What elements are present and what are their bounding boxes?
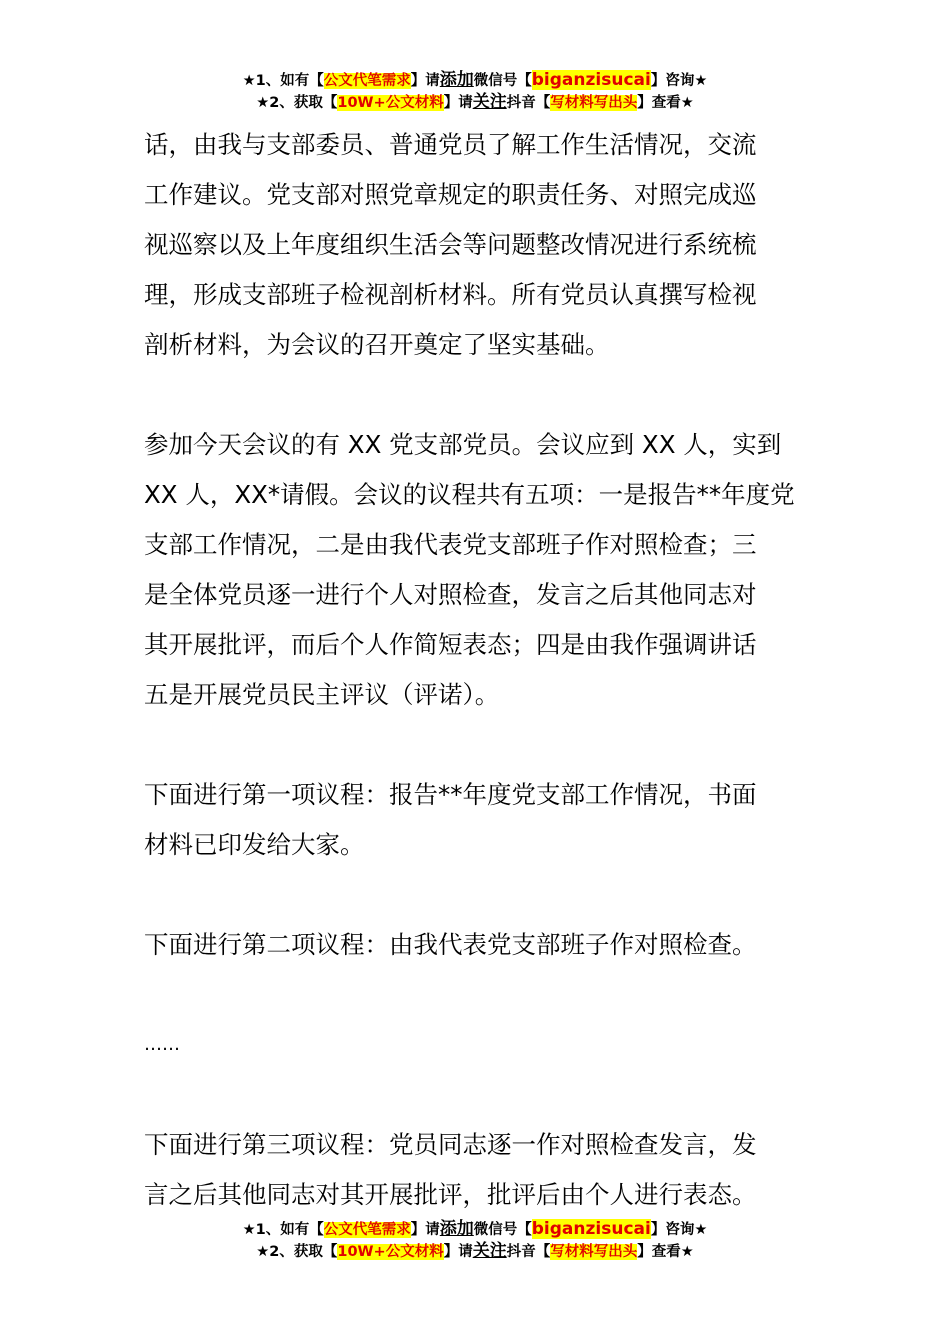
banner-douyin-id: 写材料写出头 bbox=[550, 95, 638, 111]
banner-text: ★1、如有【 bbox=[242, 1222, 324, 1238]
text-line: 参加今天会议的有 XX 党支部党员。会议应到 XX 人，实到 bbox=[144, 430, 782, 459]
text-line: 视巡察以及上年度组织生活会等问题整改情况进行系统梳 bbox=[144, 230, 757, 259]
banner-line-2 bbox=[0, 1240, 950, 1262]
banner-wechat-id: biganzisucai bbox=[531, 70, 651, 90]
text-line: 材料已印发给大家。 bbox=[144, 830, 365, 859]
banner-text: 】请 bbox=[410, 1222, 440, 1238]
header-banner bbox=[0, 69, 950, 113]
banner-text: ★2、获取【 bbox=[256, 1244, 338, 1260]
text-line: 工作建议。党支部对照党章规定的职责任务、对照完成巡 bbox=[144, 180, 757, 209]
banner-text: 】请 bbox=[410, 73, 440, 89]
banner-text: ★2、获取【 bbox=[256, 95, 338, 111]
banner-text: ★1、如有【 bbox=[242, 73, 324, 89]
banner-text: 】请 bbox=[443, 95, 473, 111]
text-line: 支部工作情况，二是由我代表党支部班子作对照检查；三 bbox=[144, 530, 757, 559]
banner-highlight: 10W+公文材料 bbox=[337, 95, 444, 111]
banner-text: 】咨询★ bbox=[650, 73, 708, 89]
banner-emphasis: 关注 bbox=[472, 1241, 507, 1261]
banner-text: 微信号【 bbox=[473, 1222, 532, 1238]
paragraph-2 bbox=[144, 420, 808, 720]
banner-highlight: 公文代笔需求 bbox=[323, 73, 411, 89]
document-body bbox=[144, 120, 808, 1220]
banner-text: 微信号【 bbox=[473, 73, 532, 89]
text-line: 话，由我与支部委员、普通党员了解工作生活情况，交流 bbox=[144, 130, 757, 159]
banner-line-1 bbox=[0, 1218, 950, 1240]
text-line: 理，形成支部班子检视剖析材料。所有党员认真撰写检视 bbox=[144, 280, 757, 309]
banner-emphasis: 关注 bbox=[472, 92, 507, 112]
banner-text: 】请 bbox=[443, 1244, 473, 1260]
text-line: 其开展批评，而后个人作简短表态；四是由我作强调讲话 bbox=[144, 630, 757, 659]
text-line: 五是开展党员民主评议（评诺）。 bbox=[144, 680, 500, 709]
banner-text: 抖音【 bbox=[506, 95, 551, 111]
banner-emphasis: 添加 bbox=[439, 70, 474, 90]
banner-text: 】查看★ bbox=[637, 95, 694, 111]
banner-douyin-id: 写材料写出头 bbox=[550, 1244, 638, 1260]
banner-text: 抖音【 bbox=[506, 1244, 551, 1260]
text-line: 是全体党员逐一进行个人对照检查，发言之后其他同志对 bbox=[144, 580, 757, 609]
banner-highlight: 10W+公文材料 bbox=[337, 1244, 444, 1260]
banner-text: 】咨询★ bbox=[650, 1222, 708, 1238]
banner-line-2 bbox=[0, 91, 950, 113]
footer-banner bbox=[0, 1218, 950, 1262]
text-line: 言之后其他同志对其开展批评，批评后由个人进行表态。 bbox=[144, 1180, 757, 1209]
banner-highlight: 公文代笔需求 bbox=[323, 1222, 411, 1238]
paragraph-3 bbox=[144, 770, 808, 870]
banner-text: 】查看★ bbox=[637, 1244, 694, 1260]
paragraph-1 bbox=[144, 120, 808, 370]
banner-emphasis: 添加 bbox=[439, 1219, 474, 1239]
text-line: 剖析材料，为会议的召开奠定了坚实基础。 bbox=[144, 330, 610, 359]
paragraph-5 bbox=[144, 1120, 808, 1220]
banner-wechat-id: biganzisucai bbox=[531, 1219, 651, 1239]
text-line: 下面进行第二项议程：由我代表党支部班子作对照检查。 bbox=[144, 930, 757, 959]
text-line: 下面进行第三项议程：党员同志逐一作对照检查发言，发 bbox=[144, 1130, 757, 1159]
text-line: 下面进行第一项议程：报告**年度党支部工作情况，书面 bbox=[144, 780, 757, 809]
paragraph-4 bbox=[144, 920, 808, 970]
ellipsis: …… bbox=[144, 1034, 180, 1055]
banner-line-1 bbox=[0, 69, 950, 91]
text-line: XX 人，XX*请假。会议的议程共有五项：一是报告**年度党 bbox=[144, 480, 795, 509]
